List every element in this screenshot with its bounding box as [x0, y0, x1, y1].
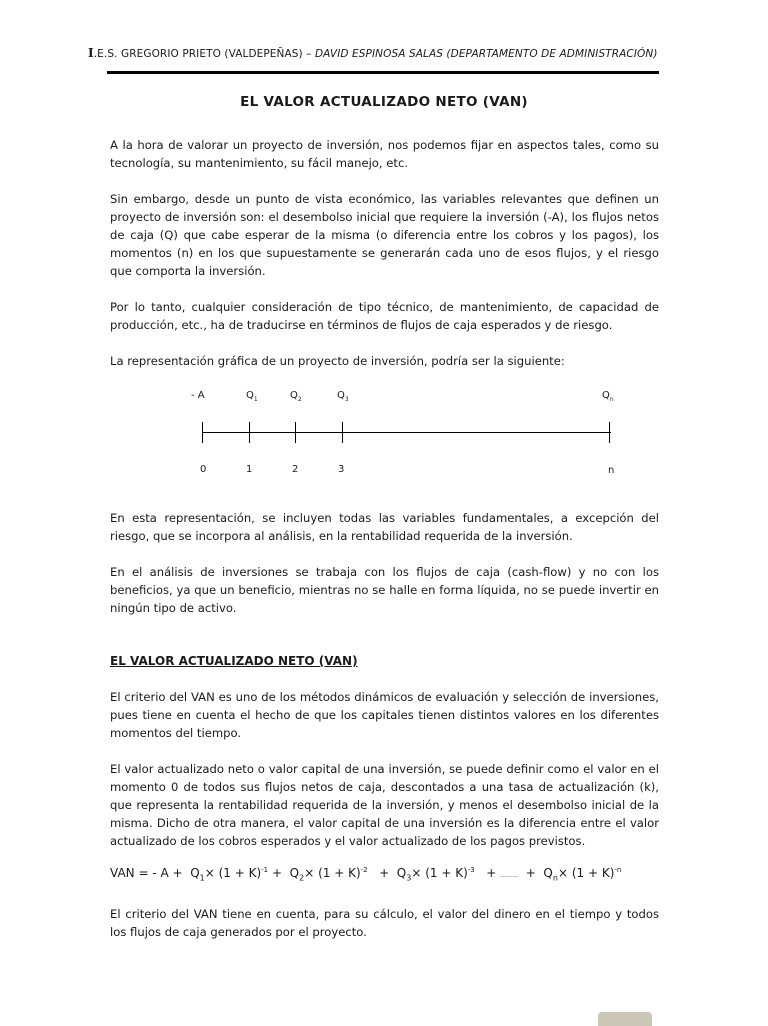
section-heading: EL VALOR ACTUALIZADO NETO (VAN) [110, 654, 358, 668]
timeline-period-3: 3 [338, 464, 345, 475]
timeline-period-n: n [608, 465, 615, 476]
paragraph-van-definition: El valor actualizado neto o valor capital de una inversión, se puede definir como el valor en el momento 0 de todos sus flujos netos de caja, descontados a una tasa de actualización (k), que representa la rentabilidad requerida de la inversión, y menos el desembolso inicial de la misma. Dicho de otra manera, el valor capital de una inversión es la diferencia entre el valor actualizado de los cobros esperados y el valor actualizado de los pagos previstos. [110, 762, 659, 848]
timeline-tick-3 [342, 422, 343, 443]
timeline-period-2: 2 [292, 464, 299, 475]
paragraph-intro: A la hora de valorar un proyecto de inversión, nos podemos fijar en aspectos tales, como su tecnología, su mantenimiento, su fácil manejo, etc. [110, 138, 659, 170]
paragraph-technical: Por lo tanto, cualquier consideración de tipo técnico, de mantenimiento, de capacidad de producción, etc., ha de traducirse en términos de flujos de caja esperados y de riesgo. [110, 300, 659, 332]
header-author: DAVID ESPINOSA SALAS (DEPARTAMENTO DE ADMINISTRACIÓN) [314, 48, 658, 60]
paragraph-graphic-intro: La representación gráfica de un proyecto de inversión, podría ser la siguiente: [110, 354, 565, 368]
header-rule [107, 71, 659, 74]
paragraph-variables: Sin embargo, desde un punto de vista económico, las variables relevantes que definen un proyecto de inversión son: el desembolso inicial que requiere la inversión (-A), los flujos netos de caja (Q) que cabe esperar de la misma (o diferencia entre los cobros y los pagos), los momentos (n) en los que supuestamente se generarán cada uno de esos flujos, y el riesgo que comporta la inversión. [110, 192, 659, 278]
header-school: .E.S. GREGORIO PRIETO (VALDEPEÑAS) – [93, 48, 315, 60]
paragraph-van-summary: El criterio del VAN tiene en cuenta, para su cálculo, el valor del dinero en el tiempo y todos los flujos de caja generados por el proyecto. [110, 907, 659, 939]
timeline-tick-1 [249, 422, 250, 443]
timeline-axis [202, 432, 611, 433]
timeline-period-0: 0 [200, 464, 207, 475]
page-header [88, 46, 692, 60]
van-formula: VAN = - $A + Q_1\times (1 + K)^{-1} + Q_2\times (1 + K)^{-2}$ + $Q_3\times (1 + K)^{-3}$ + ……… + $Q_n\times (1 + K)^{-n}$ [110, 866, 622, 883]
paragraph-van-criterion: El criterio del VAN es uno de los métodos dinámicos de evaluación y selección de inversiones, pues tiene en cuenta el hecho de que los capitales tienen distintos valores en los diferentes momentos del tiempo. [110, 690, 659, 740]
header-initial: I [88, 46, 94, 60]
timeline-tick-2 [295, 422, 296, 443]
timeline-period-1: 1 [246, 464, 253, 475]
paragraph-representation: En esta representación, se incluyen todas las variables fundamentales, a excepción del riesgo, que se incorpora al análisis, en la rentabilidad requerida de la inversión. [110, 511, 659, 543]
timeline-label-qn: $Q_n$ [602, 390, 614, 403]
paragraph-cash-flow: En el análisis de inversiones se trabaja con los flujos de caja (cash-flow) y no con los beneficios, ya que un beneficio, mientras no se halle en forma líquida, no se puede invertir en ningún tipo de activo. [110, 565, 659, 615]
timeline-label-q1: $Q_1$ [246, 390, 258, 403]
timeline-label-q2: $Q_2$ [290, 390, 302, 403]
cash-flow-timeline [0, 380, 768, 490]
timeline-label-a: - A [191, 390, 205, 401]
timeline-label-q3: $Q_3$ [337, 390, 349, 403]
page-title: EL VALOR ACTUALIZADO NETO (VAN) [240, 94, 528, 110]
timeline-tick-0 [202, 422, 203, 443]
timeline-tick-n [609, 422, 610, 443]
